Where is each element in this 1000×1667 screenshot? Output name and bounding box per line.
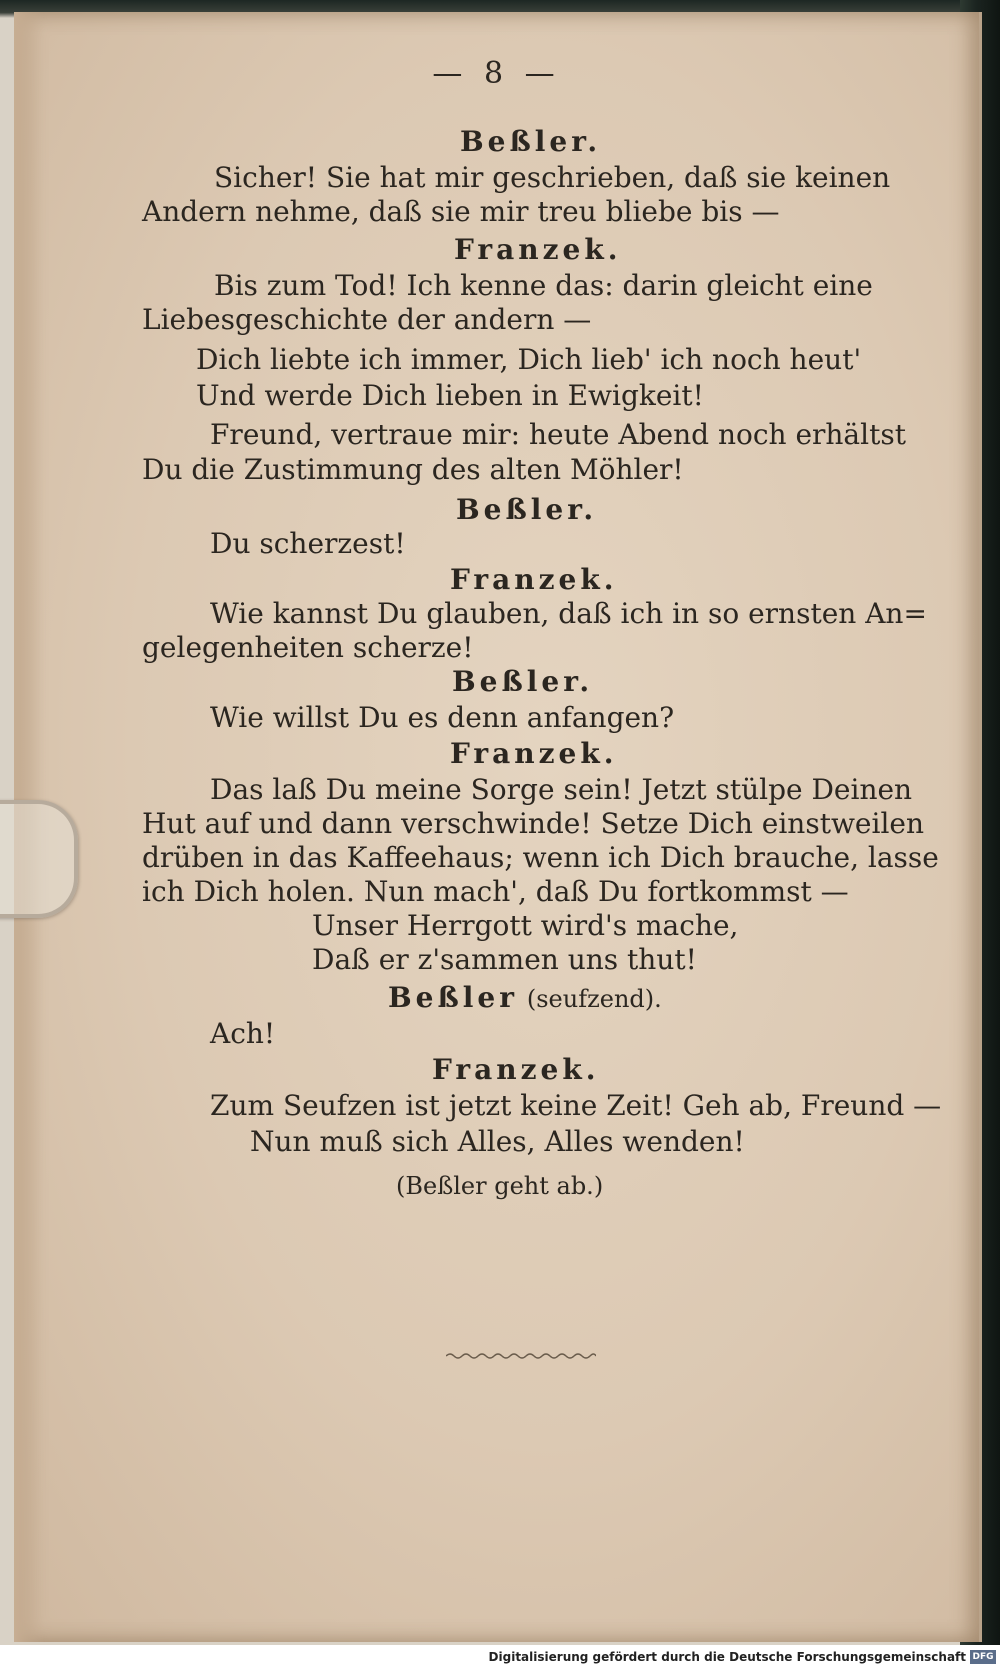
speaker-with-direction [388, 980, 662, 1017]
dialogue-line: Zum Seufzen ist jetzt keine Zeit! Geh ab, Freund — [210, 1089, 942, 1122]
dialogue-line: Sicher! Sie hat mir geschrieben, daß sie keinen [214, 161, 891, 194]
speaker-name: Franzek. [450, 563, 618, 596]
speaker-name: Franzek. [432, 1053, 600, 1086]
dialogue-line: Nun muß sich Alles, Alles wenden! [250, 1125, 745, 1158]
dialogue-line: Du die Zustimmung des alten Möhler! [142, 453, 684, 486]
dialogue-line: Wie willst Du es denn anfangen? [210, 701, 675, 734]
dialogue-line: Das laß Du meine Sorge sein! Jetzt stülpe Deinen [210, 773, 913, 806]
speaker-name: Beßler. [452, 665, 594, 698]
dfg-logo: DFG [970, 1650, 996, 1664]
speaker-name: Beßler. [460, 125, 602, 158]
dialogue-line: Freund, vertraue mir: heute Abend noch erhältst [210, 418, 906, 451]
funding-credit: Digitalisierung gefördert durch die Deutsche Forschungsgemeinschaft [488, 1650, 966, 1664]
dialogue-line: Bis zum Tod! Ich kenne das: darin gleicht eine [214, 269, 873, 302]
dialogue-line: ich Dich holen. Nun mach', daß Du fortkommst — [142, 875, 849, 908]
dialogue-line: Du scherzest! [210, 527, 406, 560]
dialogue-line: Ach! [210, 1017, 276, 1050]
digitization-footer [0, 1645, 1000, 1667]
ornamental-rule [446, 1352, 596, 1360]
speaker-name: Franzek. [450, 737, 618, 770]
page-number: — 8 — [432, 56, 561, 91]
dialogue-line: drüben in das Kaffeehaus; wenn ich Dich brauche, lasse [142, 841, 939, 874]
speaker-name: Franzek. [454, 233, 622, 266]
verse-line: Unser Herrgott wird's mache, [312, 909, 739, 942]
verse-line: Daß er z'sammen uns thut! [312, 943, 697, 976]
stage-direction: (Beßler geht ab.) [396, 1172, 604, 1200]
dialogue-line: Hut auf und dann verschwinde! Setze Dich einstweilen [142, 807, 925, 840]
verse-line: Und werde Dich lieben in Ewigkeit! [196, 379, 704, 412]
book-page [14, 12, 982, 1642]
verse-line: Dich liebte ich immer, Dich lieb' ich noch heut' [196, 343, 862, 376]
stage-direction: (seufzend). [526, 985, 662, 1013]
dialogue-line: gelegenheiten scherze! [142, 631, 474, 664]
dialogue-line: Wie kannst Du glauben, daß ich in so ernsten An= [210, 597, 927, 630]
speaker-name: Beßler. [456, 493, 598, 526]
speaker-name: Beßler [388, 981, 518, 1014]
dialogue-line: Andern nehme, daß sie mir treu bliebe bis — [142, 195, 780, 228]
paper-clip-tab [0, 800, 78, 918]
dialogue-line: Liebesgeschichte der andern — [142, 303, 592, 336]
